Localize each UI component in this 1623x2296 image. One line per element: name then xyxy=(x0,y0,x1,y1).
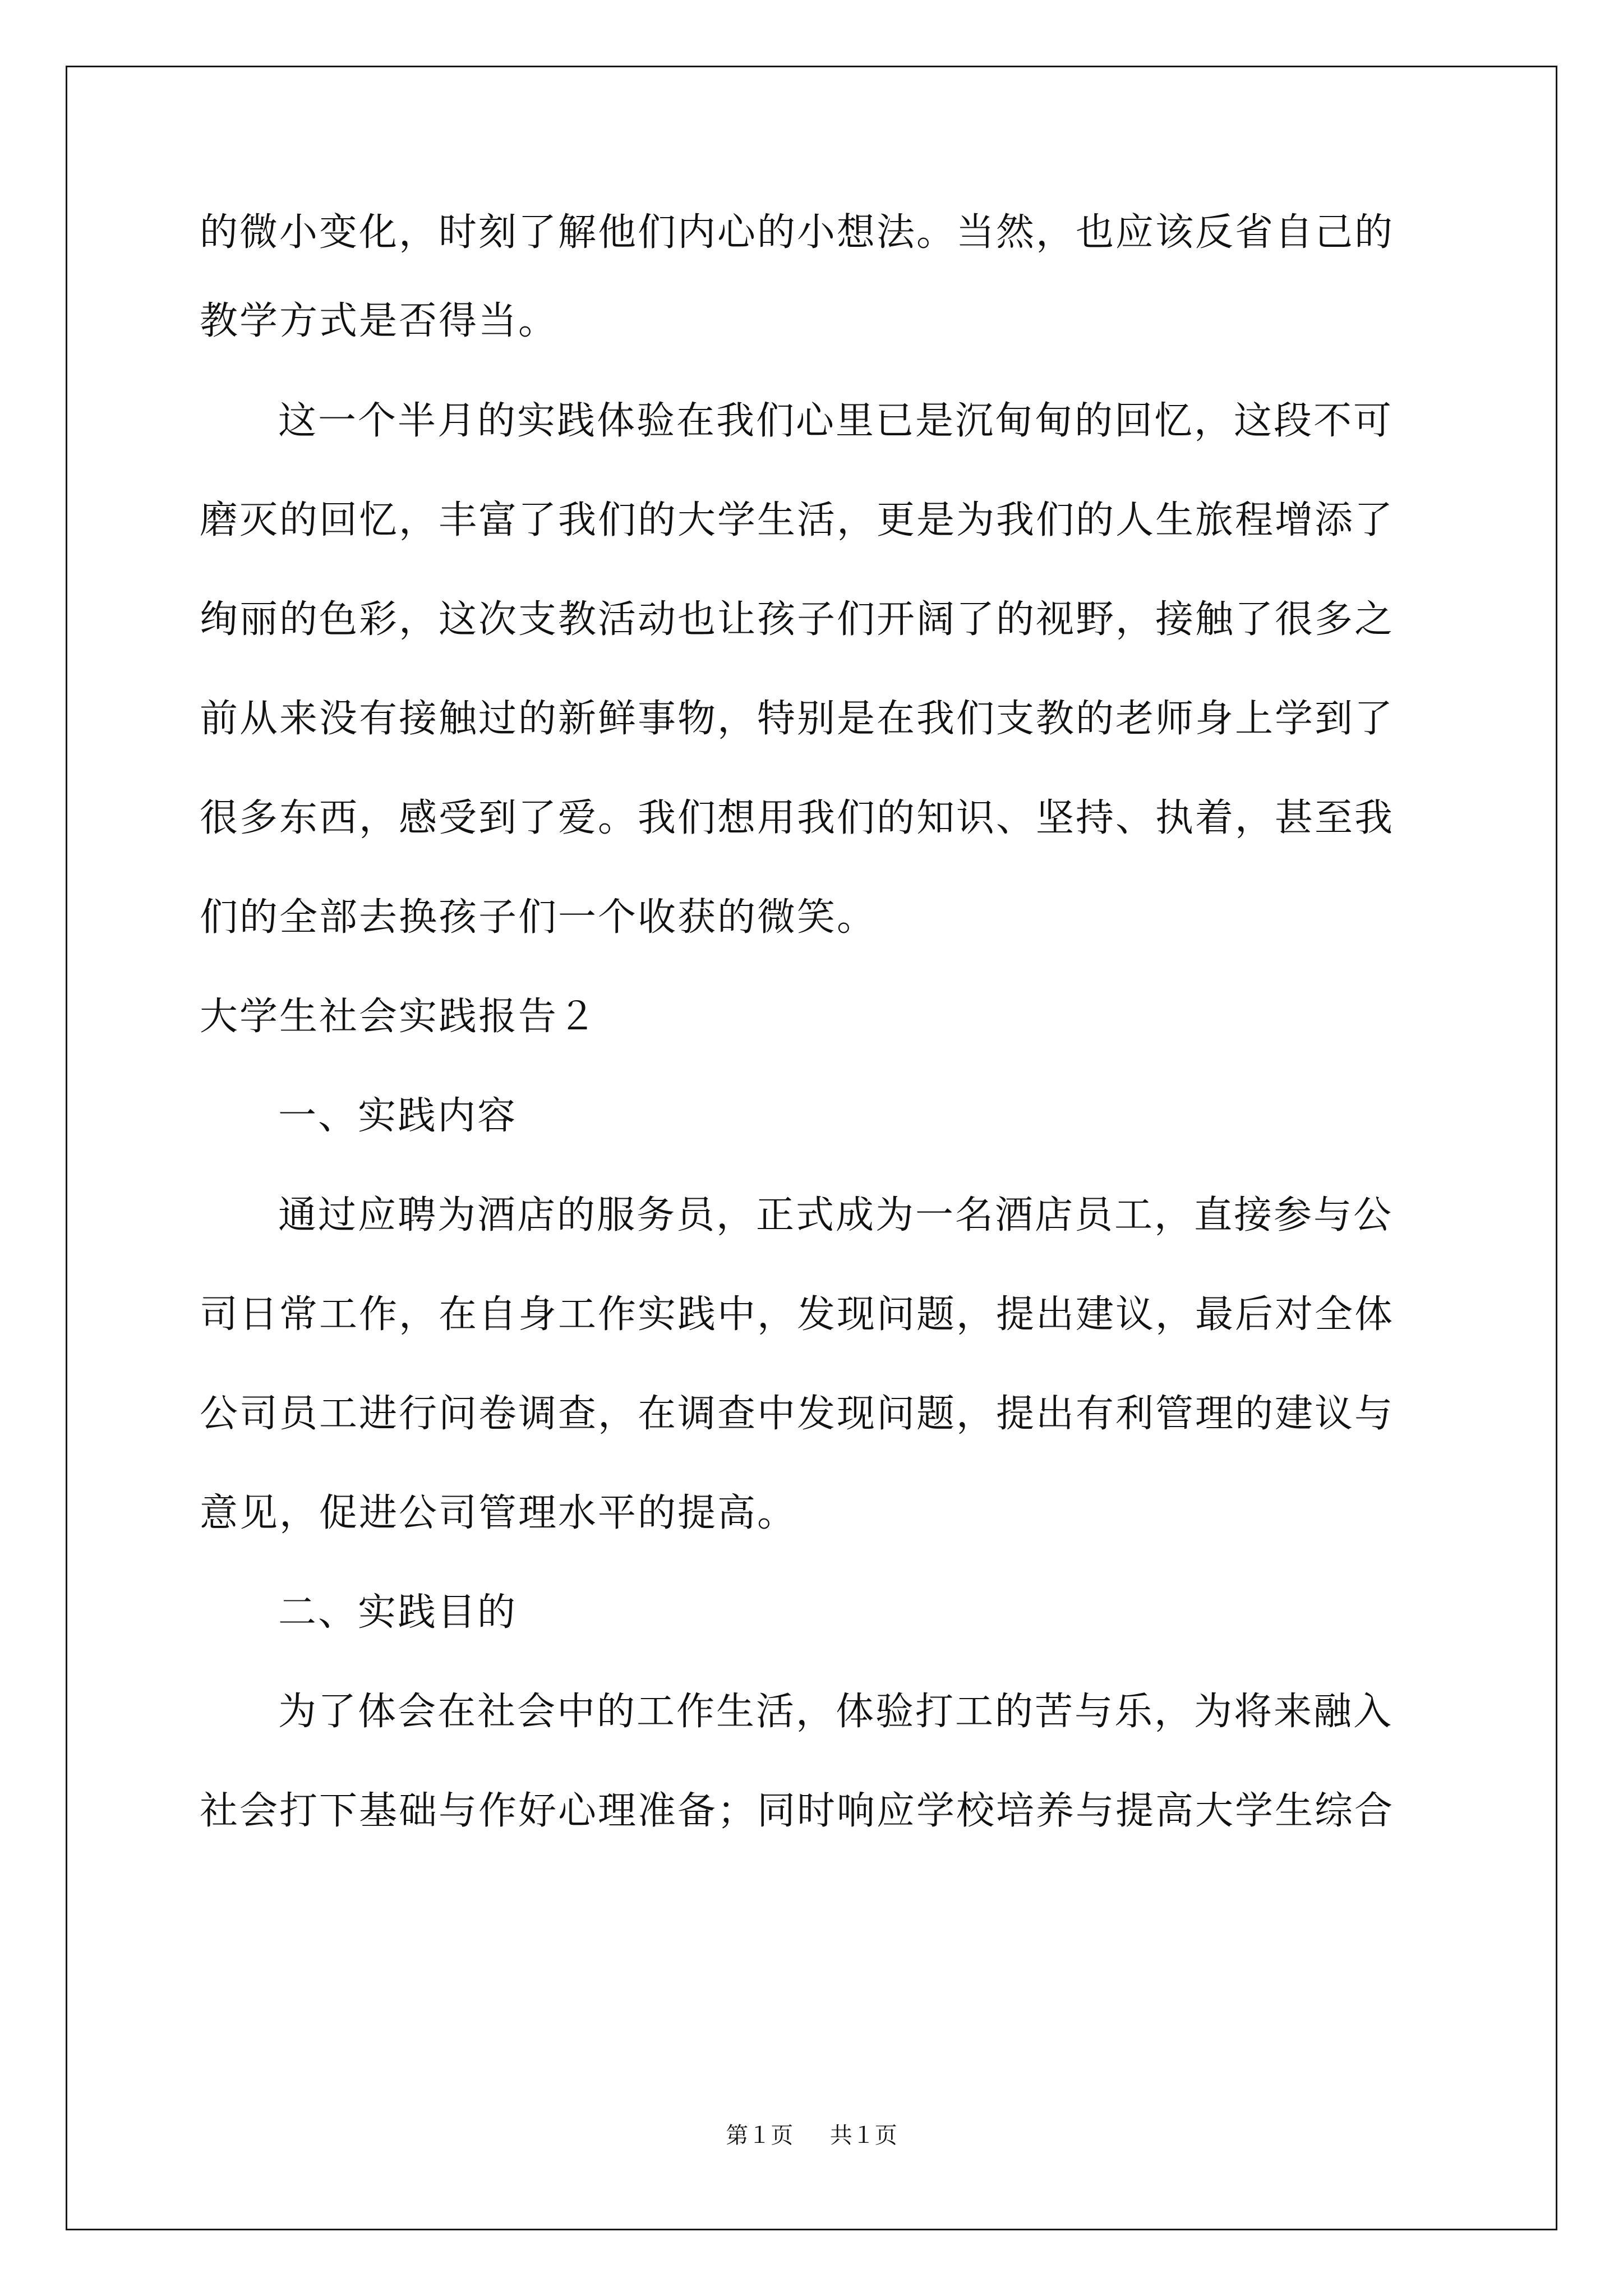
text-line: 社会打下基础与作好心理准备；同时响应学校培养与提高大学生综合 xyxy=(200,1789,1395,1833)
text-line: 绚丽的色彩，这次支教活动也让孩子们开阔了的视野，接触了很多之 xyxy=(200,597,1395,642)
text-line: 公司员工进行问卷调查，在调查中发现问题，提出有利管理的建议与 xyxy=(200,1392,1395,1436)
text-line: 的微小变化，时刻了解他们内心的小想法。当然，也应该反省自己的 xyxy=(200,210,1395,255)
section-title: 大学生社会实践报告２ xyxy=(200,995,598,1039)
text-line: 前从来没有接触过的新鲜事物，特别是在我们支教的老师身上学到了 xyxy=(200,697,1395,741)
paragraph-start-line: 为了体会在社会中的工作生活，体验打工的苦与乐，为将来融入 xyxy=(278,1690,1394,1734)
document-body xyxy=(200,208,1428,1837)
text-line: 很多东西，感受到了爱。我们想用我们的知识、坚持、执着，甚至我 xyxy=(200,796,1395,840)
page-total: 共１页 xyxy=(829,2123,897,2148)
paragraph-start-line: 通过应聘为酒店的服务员，正式成为一名酒店员工，直接参与公 xyxy=(278,1193,1394,1237)
section-heading: 二、实践目的 xyxy=(278,1590,518,1635)
page-number: 第１页 xyxy=(726,2123,794,2148)
text-line: 磨灭的回忆，丰富了我们的大学生活，更是为我们的人生旅程增添了 xyxy=(200,498,1395,542)
text-line: 司日常工作，在自身工作实践中，发现问题，提出建议，最后对全体 xyxy=(200,1292,1395,1337)
text-line: 们的全部去换孩子们一个收获的微笑。 xyxy=(200,895,877,940)
page-footer xyxy=(0,2118,1623,2150)
section-heading: 一、实践内容 xyxy=(278,1094,518,1138)
text-line: 意见，促进公司管理水平的提高。 xyxy=(200,1491,797,1535)
paragraph-start-line: 这一个半月的实践体验在我们心里已是沉甸甸的回忆，这段不可 xyxy=(278,399,1394,443)
text-line: 教学方式是否得当。 xyxy=(200,299,559,343)
